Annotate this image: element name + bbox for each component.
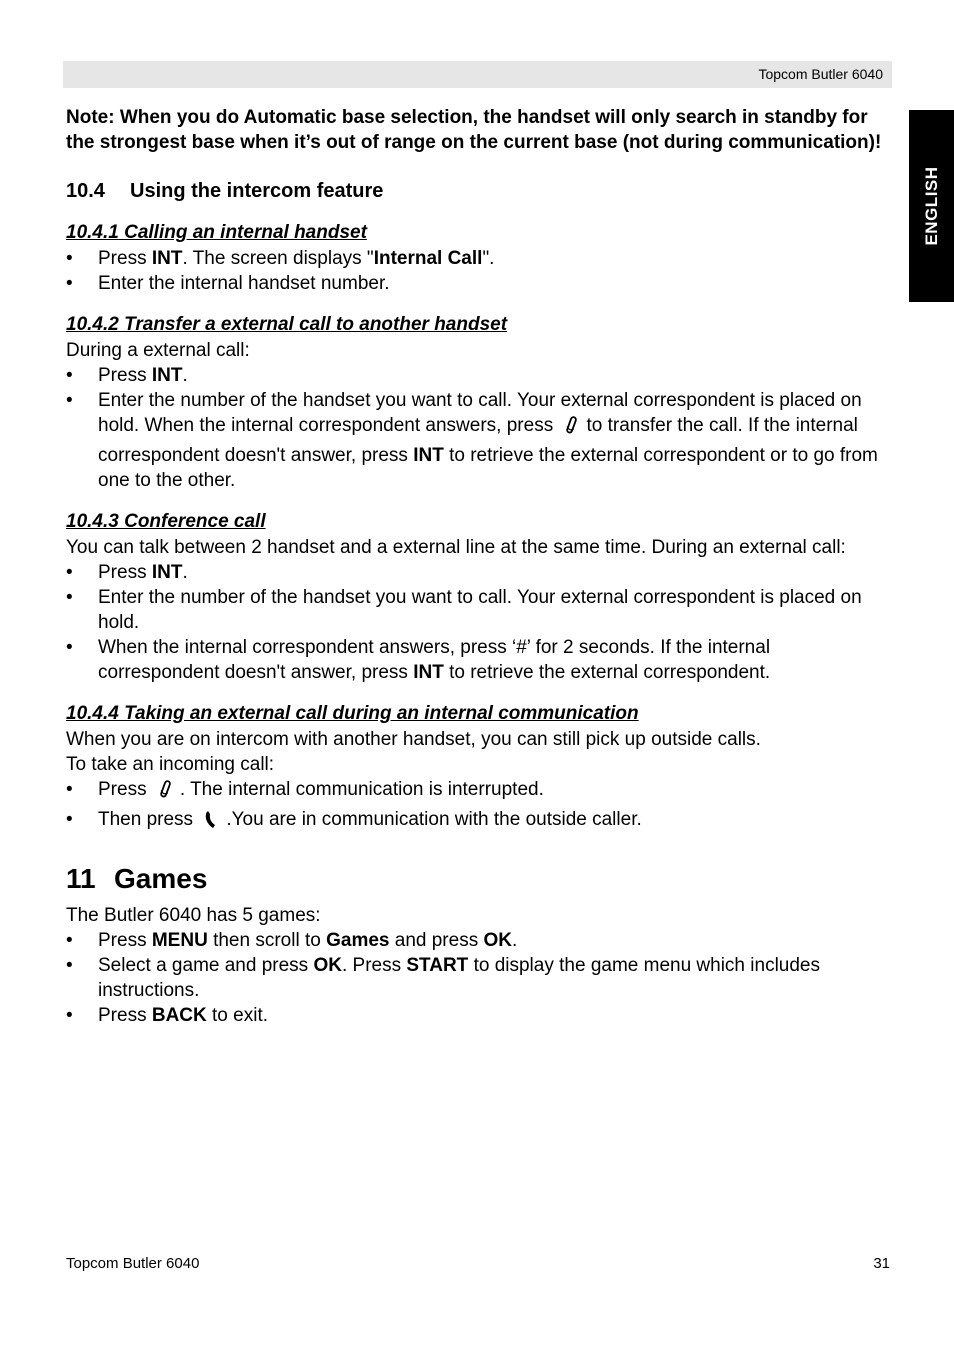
list-item — [66, 635, 892, 685]
section-number: 10.4 — [66, 180, 105, 202]
key-label: INT — [151, 248, 183, 269]
list-item — [66, 1003, 892, 1028]
bullet-list — [66, 246, 892, 296]
list-item — [66, 246, 892, 271]
language-tab — [909, 110, 954, 302]
text: to exit. — [206, 1005, 268, 1026]
bullet-list — [66, 560, 892, 685]
talk-key-icon — [155, 778, 177, 807]
text: . Press — [341, 955, 407, 976]
subsection-heading-10-4-3: 10.4.3 Conference call — [66, 511, 266, 532]
list-item — [66, 560, 892, 585]
page-content — [66, 105, 892, 1028]
text: to display the game menu which includes instructions. — [98, 955, 820, 1001]
subsection-heading-10-4-2: 10.4.2 Transfer a external call to another handset — [66, 314, 508, 335]
list-item: • Enter the internal handset number. — [66, 271, 892, 296]
text: Press — [98, 1005, 152, 1026]
intro-text: When you are on intercom with another handset, you can still pick up outside calls. — [66, 729, 761, 750]
page-header — [63, 61, 892, 88]
bullet-list — [66, 363, 892, 493]
key-label: BACK — [151, 1005, 207, 1026]
header-title: Topcom Butler 6040 — [758, 66, 883, 82]
text: Press — [98, 365, 152, 386]
list-item — [66, 928, 892, 953]
section-title: Using the intercom feature — [130, 180, 384, 202]
intro-text: You can talk between 2 handset and a external line at the same time. During an external call: — [66, 537, 846, 558]
key-label: INT — [413, 662, 444, 683]
chapter-heading-11 — [66, 861, 892, 897]
page-number: 31 — [873, 1255, 890, 1272]
text: Press — [98, 930, 152, 951]
subsection-heading-10-4-1: 10.4.1 Calling an internal handset — [66, 222, 367, 243]
key-label: INT — [151, 562, 183, 583]
chapter-number: 11 — [66, 863, 96, 894]
text: to retrieve the external correspondent. — [443, 662, 771, 683]
text: Select a game and press — [98, 955, 314, 976]
text: . — [511, 930, 518, 951]
text: . — [182, 562, 188, 583]
intro-text: During a external call: — [66, 340, 250, 361]
key-label: OK — [483, 930, 512, 951]
text: .You are in communication with the outside caller. — [226, 809, 642, 830]
text: When the internal correspondent answers, press ‘#’ for 2 seconds. If the internal correspondent doesn't answer, press — [98, 637, 771, 683]
text: Press — [98, 248, 152, 269]
key-label: INT — [413, 445, 444, 466]
section-heading-10-4 — [66, 179, 892, 204]
chapter-title: Games — [114, 863, 208, 894]
list-item — [66, 388, 892, 493]
list-item — [66, 777, 892, 807]
text: to transfer the call. If the internal correspondent doesn't answer, press — [98, 415, 858, 466]
text: Press — [98, 779, 147, 800]
text: then scroll to — [207, 930, 327, 951]
subsection-heading-10-4-4: 10.4.4 Taking an external call during an internal communication — [66, 703, 639, 724]
key-label: OK — [313, 955, 342, 976]
talk-key-icon — [561, 414, 583, 443]
intro-text: To take an incoming call: — [66, 754, 275, 775]
key-label: INT — [151, 365, 183, 386]
list-item — [66, 953, 892, 1003]
text: . The internal communication is interrupted. — [179, 779, 544, 800]
text: Enter the number of the handset you want to call. Your external correspondent is placed on hold. When the internal correspondent answers, press — [98, 390, 862, 436]
key-label: MENU — [151, 930, 208, 951]
note-paragraph: Note: When you do Automatic base selection, the handset will only search in standby for the strongest base when it’s out of range on the current base (not during communication)! — [66, 107, 882, 153]
handset-icon — [201, 808, 223, 837]
text: . The screen displays " — [182, 248, 374, 269]
text: and press — [389, 930, 484, 951]
text: . — [182, 365, 188, 386]
text: Press — [98, 562, 152, 583]
menu-label: Games — [326, 930, 390, 951]
key-label: START — [406, 955, 469, 976]
text: Then press — [98, 809, 194, 830]
footer-title: Topcom Butler 6040 — [66, 1255, 200, 1272]
list-item: • Enter the number of the handset you want to call. Your external correspondent is placed on hold. — [66, 585, 892, 635]
language-label: ENGLISH — [921, 166, 941, 246]
text: ". — [482, 248, 495, 269]
text: to retrieve the external correspondent or to go from one to the other. — [98, 445, 878, 491]
intro-text: The Butler 6040 has 5 games: — [66, 905, 321, 926]
bullet-list — [66, 928, 892, 1028]
list-item — [66, 807, 892, 837]
screen-text: Internal Call — [373, 248, 483, 269]
list-item — [66, 363, 892, 388]
bullet-list — [66, 777, 892, 837]
